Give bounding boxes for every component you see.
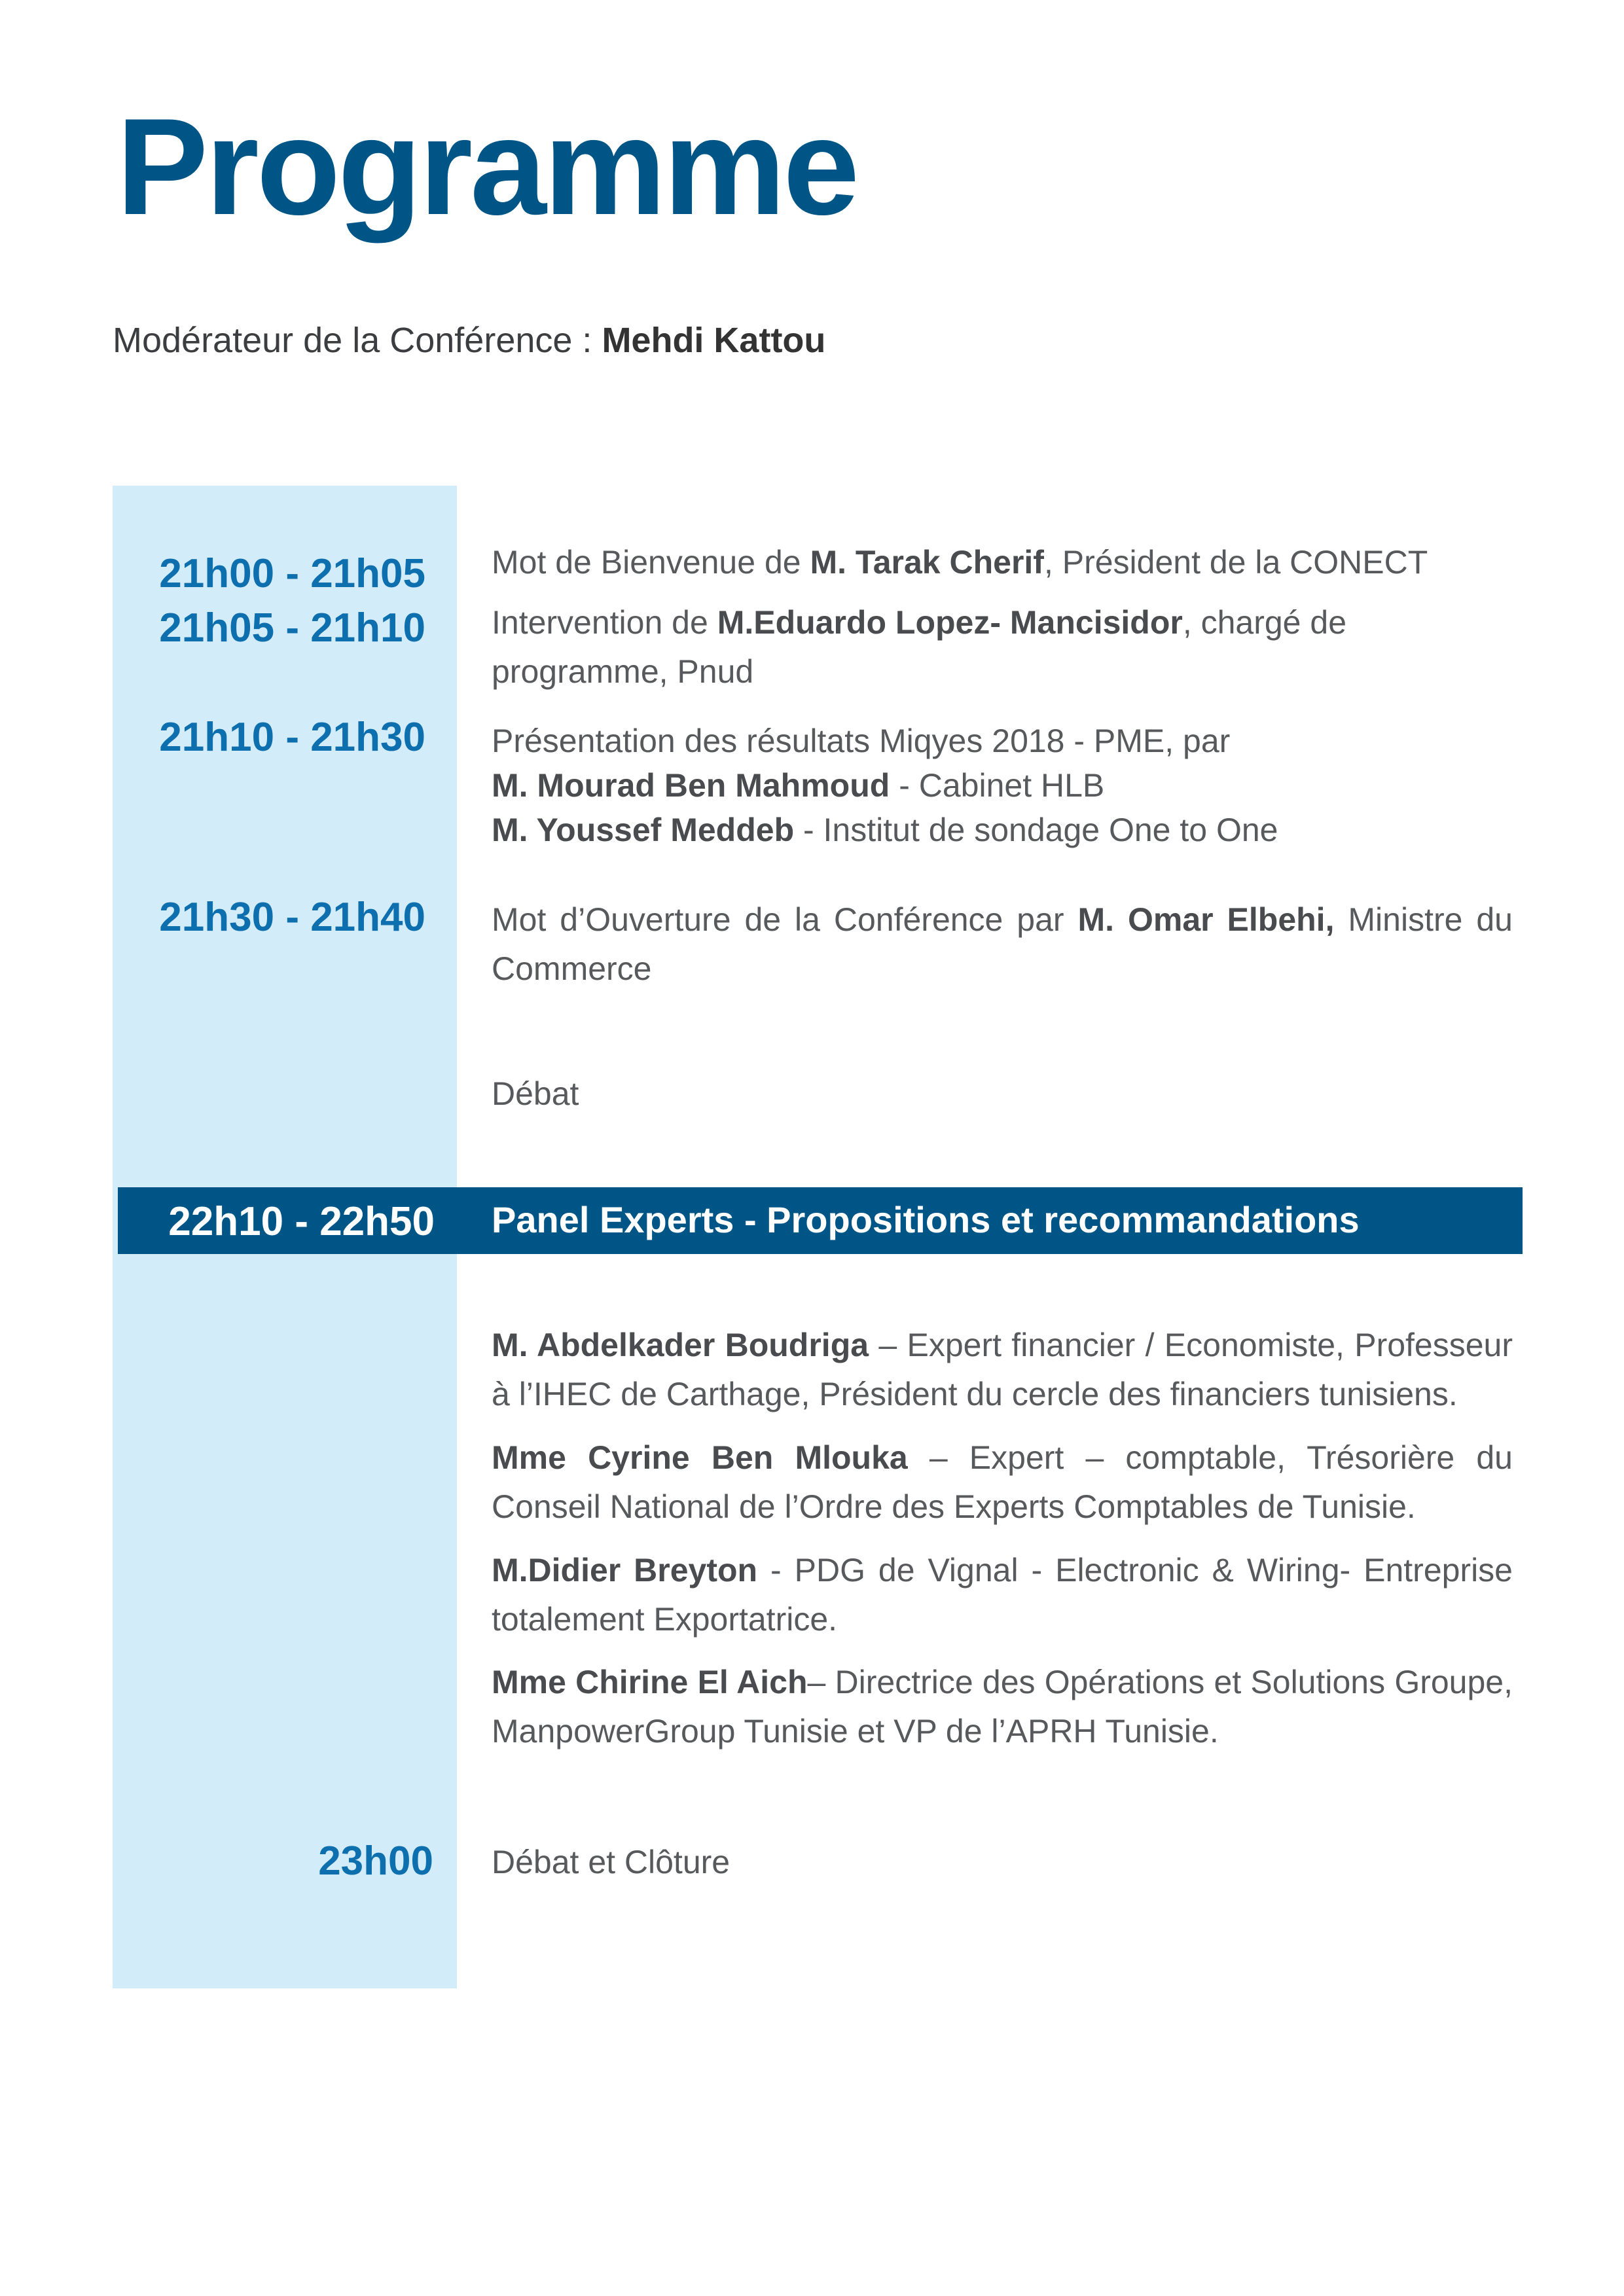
expert-name: Mme Cyrine Ben Mlouka: [492, 1439, 908, 1476]
time-slot-1: 21h00 - 21h05: [159, 551, 425, 596]
time-slot-2: 21h05 - 21h10: [159, 605, 425, 651]
page-title: Programme: [117, 90, 857, 243]
expert-3: M.Didier Breyton - PDG de Vignal - Electronic & Wiring- Entreprise totalement Exportatrice.: [492, 1552, 1513, 1638]
speaker-name: M. Omar Elbehi,: [1077, 901, 1335, 938]
panel-banner: [118, 1187, 1523, 1254]
expert-4: Mme Chirine El Aich– Directrice des Opérations et Solutions Groupe, ManpowerGroup Tunisie et VP de l’APRH Tunisie.: [492, 1664, 1513, 1749]
session-3-text: [492, 719, 1513, 852]
closing-label: Débat et Clôture: [492, 1844, 731, 1880]
expert-name: M. Abdelkader Boudriga: [492, 1327, 869, 1363]
moderator-name: Mehdi Kattou: [602, 321, 826, 360]
expert-name: M.Didier Breyton: [492, 1552, 758, 1588]
speaker-name: M.Eduardo Lopez- Mancisidor: [717, 604, 1183, 641]
session-3-speaker-1: M. Mourad Ben Mahmoud - Cabinet HLB: [492, 767, 1105, 804]
panel-time: 22h10 - 22h50: [168, 1199, 435, 1244]
panel-title: Panel Experts - Propositions et recommandations: [492, 1199, 1360, 1240]
session-4-text: Mot d’Ouverture de la Conférence par M. Omar Elbehi, Ministre du Commerce: [492, 901, 1513, 987]
debate-label: Débat: [492, 1075, 579, 1112]
moderator-line: [113, 319, 825, 362]
time-slot-4: 21h30 - 21h40: [159, 895, 425, 940]
session-2-text: Intervention de M.Eduardo Lopez- Mancisidor, chargé de programme, Pnud: [492, 604, 1346, 690]
session-3-intro: Présentation des résultats Miqyes 2018 - PME, par: [492, 723, 1231, 759]
moderator-label: Modérateur de la Conférence :: [113, 321, 602, 360]
time-slot-3: 21h10 - 21h30: [159, 715, 425, 760]
expert-1: M. Abdelkader Boudriga – Expert financier / Economiste, Professeur à l’IHEC de Carthage, Président du cercle des financiers tunisiens.: [492, 1327, 1513, 1412]
expert-2: Mme Cyrine Ben Mlouka – Expert – comptable, Trésorière du Conseil National de l’Ordre des Experts Comptables de Tunisie.: [492, 1439, 1513, 1525]
session-3-speaker-2: M. Youssef Meddeb - Institut de sondage One to One: [492, 812, 1278, 848]
expert-name: Mme Chirine El Aich: [492, 1664, 808, 1700]
session-1-text: Mot de Bienvenue de M. Tarak Cherif, Président de la CONECT: [492, 544, 1428, 581]
time-slot-closing: 23h00: [318, 1839, 433, 1884]
speaker-name: M. Tarak Cherif: [810, 544, 1044, 581]
